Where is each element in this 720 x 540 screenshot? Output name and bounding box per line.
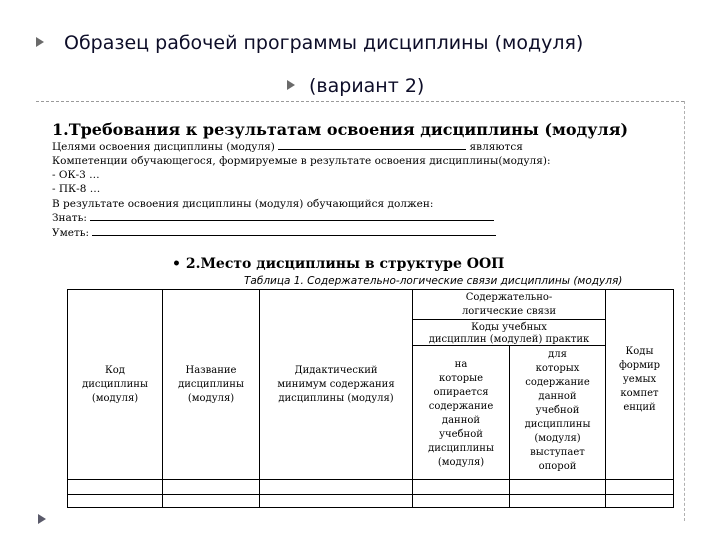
pk-line: - ПК-8 … — [52, 183, 101, 195]
dashed-divider — [36, 101, 684, 102]
header-competencies: Коды формир уемых компет енций — [618, 346, 661, 413]
can-label: Уметь: — [52, 227, 90, 239]
goals-tail: являются — [469, 141, 523, 153]
result-line: В результате освоения дисциплины (модуля) обучающийся должен: — [52, 198, 434, 210]
know-blank — [90, 211, 494, 221]
slide-title-text: Образец рабочей программы дисциплины (модуля) — [64, 32, 584, 54]
dashed-vertical-divider — [684, 101, 685, 521]
can-line — [52, 226, 496, 240]
goals-label: Целями освоения дисциплины (модуля) — [52, 141, 275, 153]
bullet-triangle-icon — [38, 514, 46, 524]
header-prereq-for: для которых содержание данной учебной дисциплины (модуля) выступает опорой — [524, 349, 591, 472]
slide-title — [36, 32, 583, 54]
know-label: Знать: — [52, 212, 87, 224]
bullet-triangle-icon — [36, 37, 44, 47]
ok-line: - ОК-3 … — [52, 169, 100, 181]
slide-subtitle — [287, 75, 424, 97]
nav-triangle — [38, 508, 46, 527]
table-caption: Таблица 1. Содержательно-логические связи дисциплины (модуля) — [244, 275, 623, 287]
header-codes: Коды учебных дисциплин (модулей) практик — [428, 322, 590, 345]
know-line — [52, 211, 494, 225]
goals-blank — [278, 140, 466, 150]
section1-heading: 1.Требования к результатам освоения дисциплины (модуля) — [52, 120, 629, 139]
header-didactic: Дидактический минимум содержания дисциплины (модуля) — [277, 365, 395, 404]
header-name: Название дисциплины (модуля) — [178, 365, 244, 404]
bullet-triangle-icon — [287, 80, 295, 90]
header-links: Содержательно- логические связи — [461, 292, 557, 317]
slide-subtitle-text: (вариант 2) — [309, 75, 425, 97]
header-code: Код дисциплины (модуля) — [82, 365, 148, 404]
header-based-on: на которые опирается содержание данной учебной дисциплины (модуля) — [428, 359, 494, 468]
section2-heading: • 2.Место дисциплины в структуре ООП — [172, 256, 505, 272]
competencies-line: Компетенции обучающегося, формируемые в результате освоения дисциплины(модуля): — [52, 155, 551, 167]
goals-line — [52, 140, 523, 154]
can-blank — [92, 226, 496, 236]
